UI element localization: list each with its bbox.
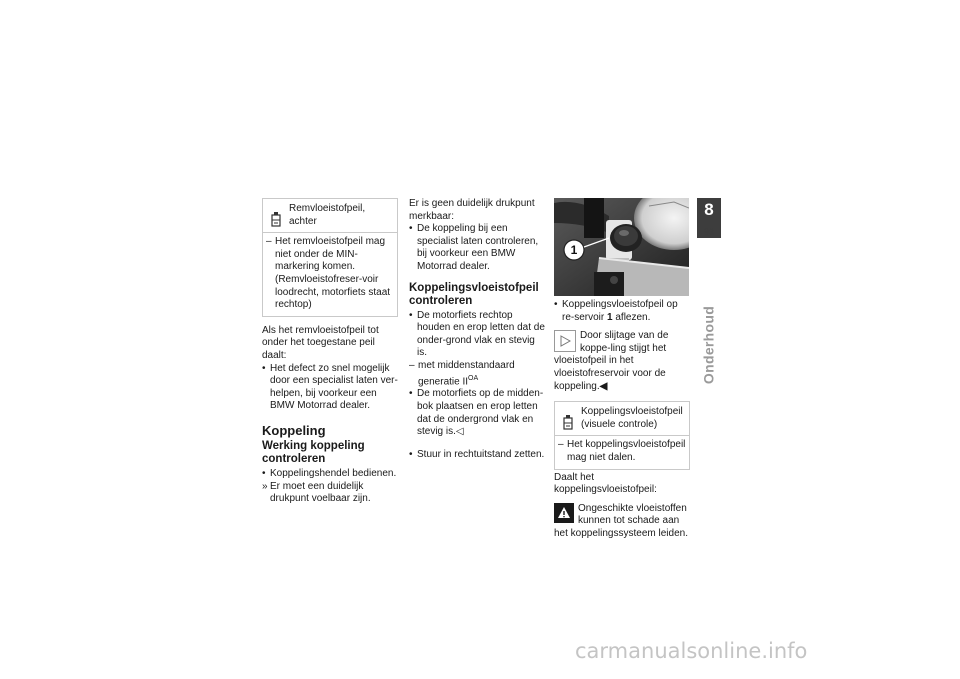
bullet-item: • De motorfiets rechtop houden en erop letten dat de onder-grond vlak en stevig is.	[409, 309, 545, 359]
column-2	[409, 198, 545, 461]
fluid-reservoir-icon	[267, 203, 285, 228]
section-label: Onderhoud	[700, 305, 717, 385]
spec-box-title: Remvloeistofpeil, achter	[289, 203, 366, 227]
option-superscript: OA	[468, 374, 479, 382]
callout-reference: 1	[607, 311, 613, 323]
chapter-number: 8	[704, 200, 714, 219]
column-1	[262, 198, 398, 506]
bullet-item: • Koppelingsvloeistofpeil op re-servoir 1 aflezen.	[554, 299, 678, 323]
paragraph: Als het remvloeistofpeil tot onder het toegestane peil daalt:	[262, 324, 379, 361]
spec-box-clutch-fluid	[554, 401, 690, 469]
section-heading: Koppeling	[262, 422, 326, 438]
fluid-reservoir-icon	[559, 406, 577, 431]
bullet-item: • De motorfiets op de midden-bok plaatsen en erop letten dat de ondergrond vlak en stevig is.◁	[409, 388, 544, 438]
subsection-heading: Koppelingsvloeistofpeil controleren	[409, 281, 539, 307]
callout-label: 1	[570, 243, 578, 257]
condition-item: – met middenstandaard generatie $II^{OA}$	[409, 359, 515, 387]
info-note: Door slijtage van de koppe-ling stijgt het vloeistofpeil in het vloeistofreservoir voor de koppeling.◀	[554, 330, 669, 392]
end-marker: ◁	[455, 426, 464, 438]
bullet-item: • Koppelingshendel bedienen.	[262, 467, 397, 479]
watermark: carmanualsonline.info	[575, 639, 808, 663]
bullet-item: • De koppeling bij een specialist laten controleren, bij voorkeur een BMW Motorrad dealer.	[409, 223, 539, 272]
subsection-heading: Werking koppeling controleren	[262, 439, 365, 465]
paragraph: Daalt het koppelingsvloeistofpeil:	[554, 471, 657, 496]
warning-icon	[554, 503, 574, 523]
spec-box-brake-fluid	[262, 198, 398, 317]
end-marker: ◀	[599, 380, 608, 392]
paragraph: Er is geen duidelijk drukpunt merkbaar:	[409, 198, 535, 222]
spec-item: – Het koppelingsvloeistofpeil mag niet dalen.	[558, 439, 686, 463]
bullet-item: • Het defect zo snel mogelijk door een specialist laten ver-helpen, bij voorkeur een BMW Motorrad dealer.	[262, 362, 398, 412]
warning-note: Ongeschikte vloeistoffen kunnen tot schade aan het koppelingssysteem leiden.	[554, 502, 688, 539]
result-item: » Er moet een duidelijk drukpunt voelbaar zijn.	[262, 480, 371, 505]
info-triangle-icon	[554, 330, 576, 352]
spec-item: – Het remvloeistofpeil mag niet onder de MIN-markering komen. (Remvloeistofreser-voir loodrecht, motorfiets staat rechtop)	[266, 236, 391, 311]
spec-box-title: Koppelingsvloeistofpeil (visuele controle)	[581, 406, 683, 430]
column-3	[554, 198, 690, 541]
page-number: 93	[703, 227, 714, 237]
bullet-item: • Stuur in rechtuitstand zetten.	[409, 448, 545, 460]
clutch-reservoir-photo	[554, 198, 689, 296]
